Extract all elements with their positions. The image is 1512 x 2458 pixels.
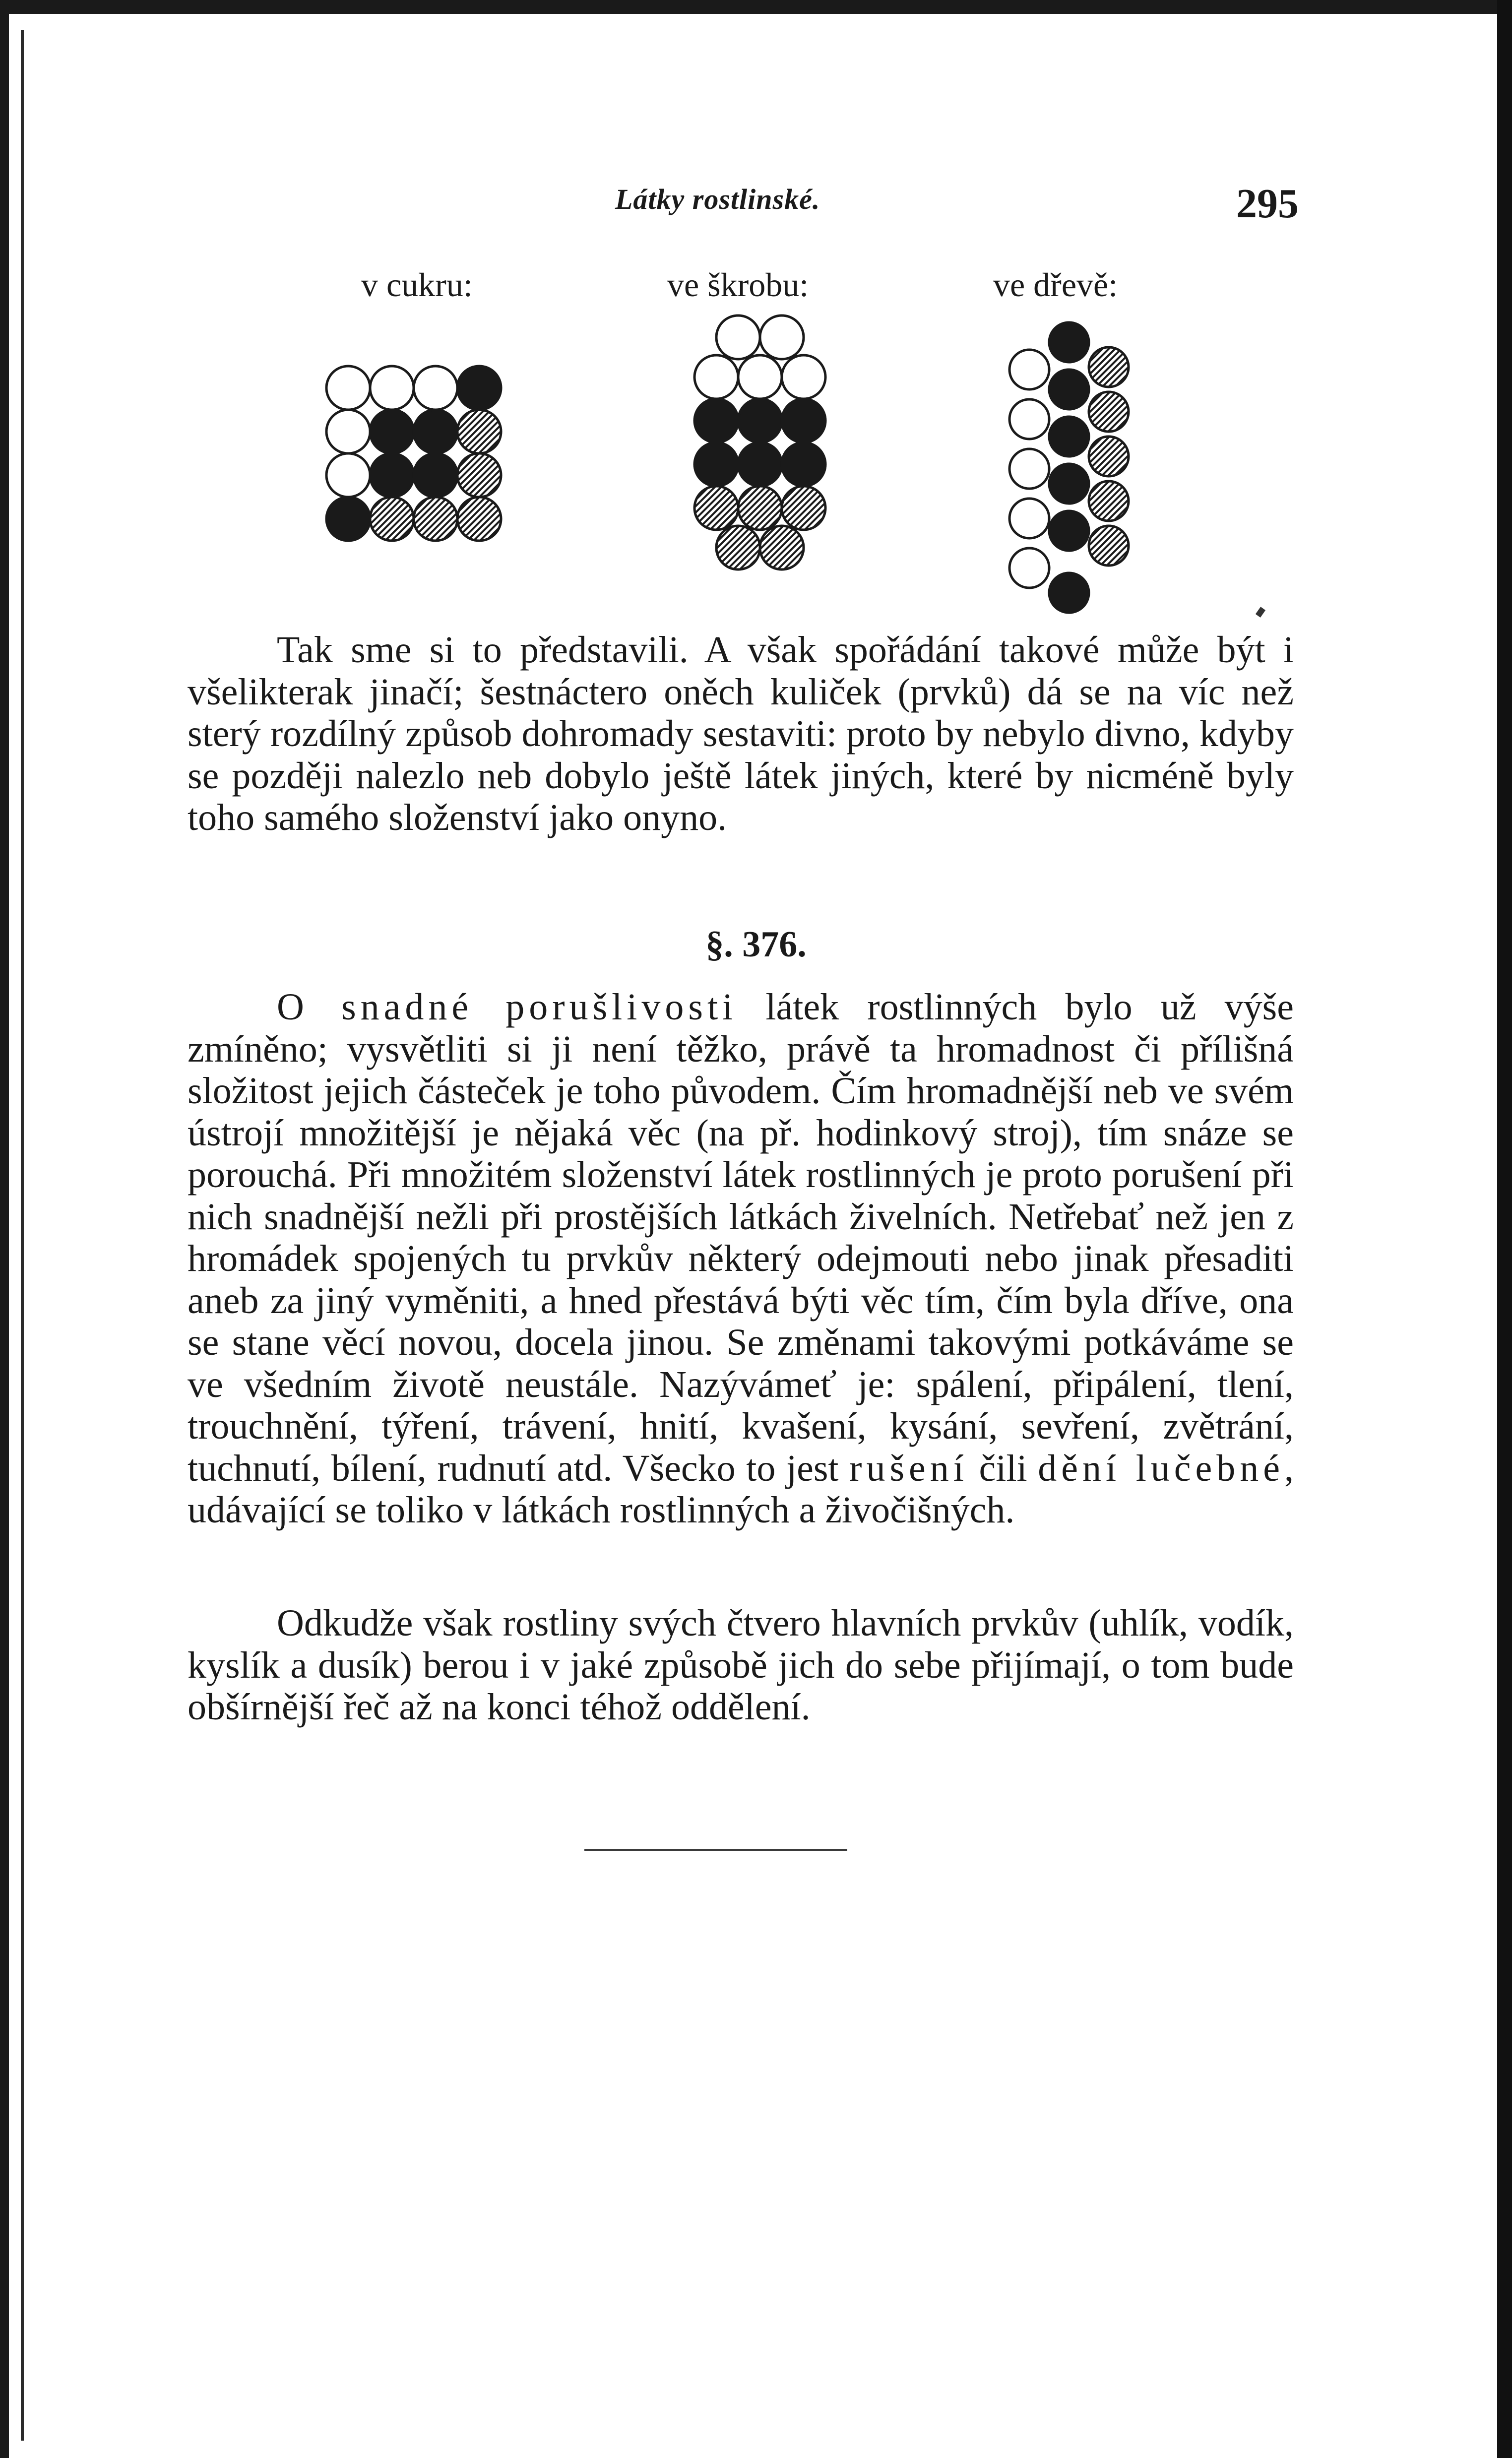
figure-labels: [0, 265, 1512, 310]
paragraph-2-end: , udávající se toliko v látkách rostlinných a živočišných.: [188, 1447, 1294, 1531]
scan-edge-left-line: [21, 30, 24, 2441]
sugar-molecule-diagram: [322, 362, 531, 570]
scan-edge-top: [0, 0, 1512, 14]
page-number: 295: [1236, 181, 1299, 227]
paragraph-3: Odkudže však rostliny svých čtvero hlavních prvkův (uhlík, vodík, kyslík a dusík) berou i v jaké způsobě jich do sebe přijímají, o tom bude obšírnější řeč až na konci téhož oddělení.: [188, 1602, 1294, 1728]
stray-ink-mark: [1256, 607, 1265, 618]
starch-molecule-diagram: [680, 313, 843, 605]
emphasis-term-1: rušení: [849, 1447, 968, 1489]
label-drevo: ve dřevě:: [993, 266, 1118, 304]
paragraph-2-text: látek rostlinných bylo už výše zmíněno; vysvětliti si ji není těžko, právě ta hromadnost či přílišná složitost jejich částeček je toho původem. Čím hromadnější neb ve svém ústrojí množitější je nějaká věc (na př. hodinkový stroj), tím snáze se porouchá. Při množitém složenství látek rostlinných je proto porušení při nich snadnější nežli při prostějších látkách živelních. Netřebať než jen z hromádek spojených tu prvkův některý odejmouti nebo jinak přesaditi aneb za jiný vyměniti, a hned přestává býti věc tím, čím byla dříve, ona se stane věcí novou, docela jinou. Se změnami takovými potkáváme se ve všedním životě neustále. Nazývámeť je: spálení, připálení, tlení, trouchnění, týření, trávení, hnití, kvašení, kysání, sevření, zvětrání, tuchnutí, bílení, rudnutí atd. Všecko to jest: [188, 986, 1294, 1489]
paragraph-2-mid: čili: [968, 1447, 1038, 1489]
emphasis-term-2: dění lučebné: [1038, 1447, 1285, 1489]
paragraph-2: [188, 986, 1294, 1531]
label-cukr: v cukru:: [361, 266, 473, 304]
emphasis-lead: O snadné porušlivosti: [277, 986, 738, 1028]
scan-edge-right: [1497, 0, 1512, 2458]
running-title: Látky rostlinské.: [615, 183, 820, 215]
scan-edge-left: [0, 0, 9, 2458]
wood-molecule-diagram: [990, 315, 1158, 623]
closing-rule: [584, 1849, 847, 1851]
section-number: §. 376.: [705, 924, 807, 965]
paragraph-1: Tak sme si to představili. A však spořádání takové může být i všelikterak jinačí; šestnáctero oněch kuliček (prvků) dá se na víc než sterý rozdílný způsob dohromady sestaviti: proto by nebylo divno, kdyby se později nalezlo neb dobylo ještě látek jiných, které by nicméně byly toho samého složenství jako onyno.: [188, 629, 1294, 838]
label-skrob: ve škrobu:: [667, 266, 809, 304]
